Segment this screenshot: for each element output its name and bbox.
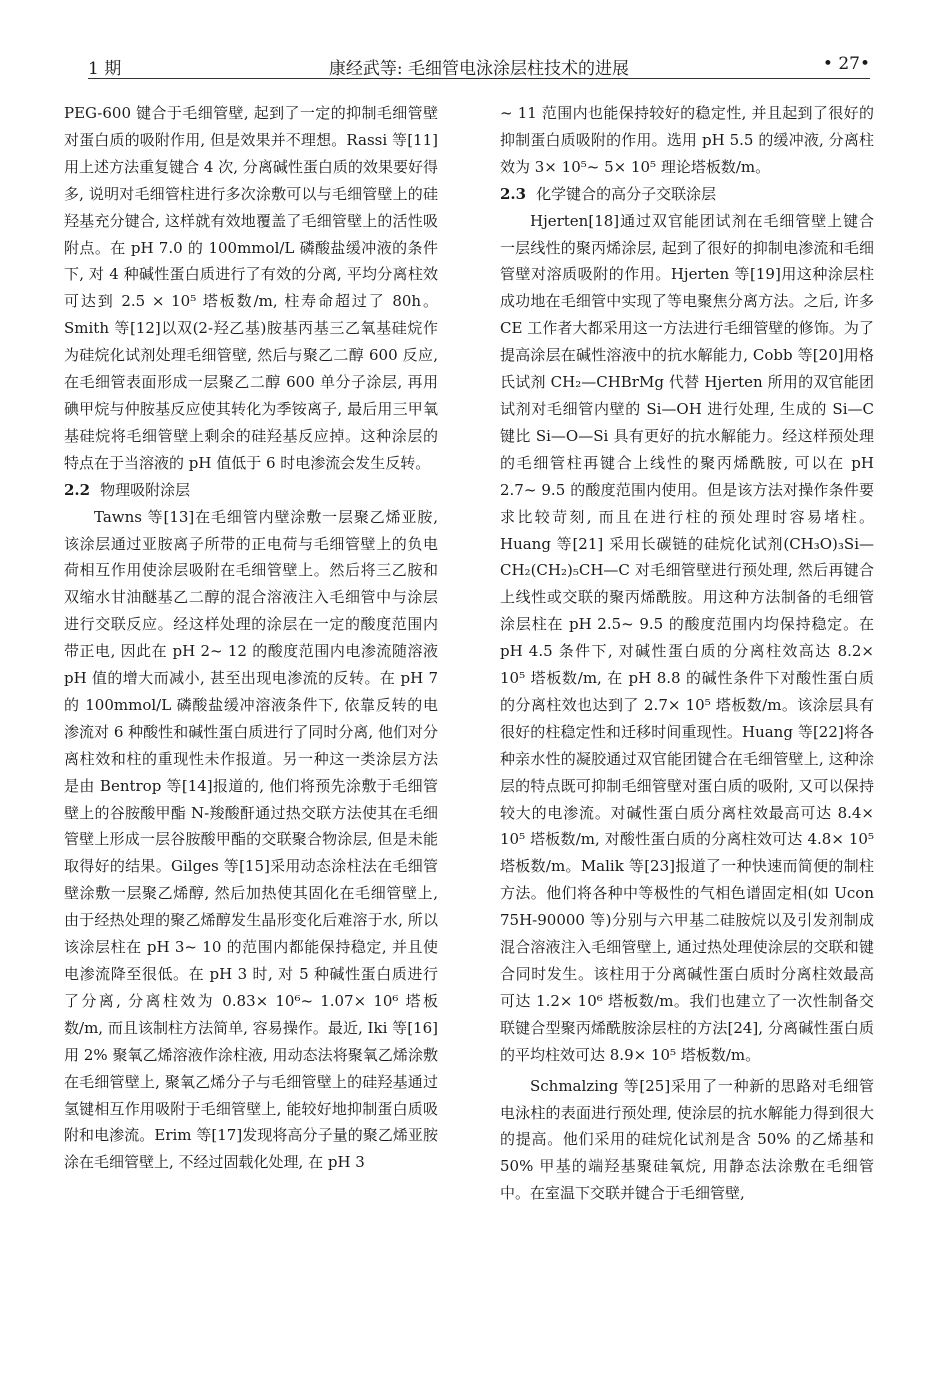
right-paragraph-3: Schmalzing 等[25]采用了一种新的思路对毛细管电泳柱的表面进行预处理, 使涂层的抗水解能力得到很大的提高。他们采用的硅烷化试剂是含 50% 的乙烯基和 50% 甲基的端羟基聚硅氧烷, 用静态法涂敷在毛细管中。在室温下交联并键合于毛细管壁,	[500, 1076, 874, 1203]
section-number: 2.3	[500, 184, 527, 203]
section-heading-2-3	[500, 181, 874, 208]
left-paragraph-1: PEG-600 键合于毛细管壁, 起到了一定的抑制毛细管壁对蛋白质的吸附作用, 但是效果并不理想。Rassi 等[11]用上述方法重复键合 4 次, 分离碱性蛋白质的效果要好得多, 说明对毛细管柱进行多次涂敷可以与毛细管壁上的硅羟基充分键合, 这样就有效地覆盖了毛细管壁上的活性吸附点。在 pH 7.0 的 100mmol/L 磷酸盐缓冲液的条件下, 对 4 种碱性蛋白质进行了有效的分离, 平均分离柱效可达到 2.5 × 10⁵ 塔板数/m, 柱寿命超过了 80h。Smith 等[12]以双(2-羟乙基)胺基丙基三乙氧基硅烷作为硅烷化试剂处理毛细管壁, 然后与聚乙二醇 600 反应, 在毛细管表面形成一层聚乙二醇 600 单分子涂层, 再用碘甲烷与仲胺基反应使其转化为季铵离子, 最后用三甲氧基硅烷将毛细管壁上剩余的硅羟基反应掉。这种涂层的特点在于当溶液的 pH 值低于 6 时电渗流会发生反转。	[64, 104, 438, 472]
section-title: 物理吸附涂层	[100, 480, 191, 499]
section-title: 化学键合的高分子交联涂层	[536, 184, 717, 203]
right-paragraph-1: ~ 11 范围内也能保持较好的稳定性, 并且起到了很好的抑制蛋白质吸附的作用。选用 pH 5.5 的缓冲液, 分离柱效为 3× 10⁵~ 5× 10⁵ 理论塔板数/m。	[500, 104, 874, 176]
running-title: 康经武等: 毛细管电泳涂层柱技术的进展	[328, 59, 630, 79]
right-column	[500, 100, 874, 1207]
issue-label: 1 期	[88, 59, 122, 79]
section-heading-2-2	[64, 477, 438, 504]
left-paragraph-2: Tawns 等[13]在毛细管内壁涂敷一层聚乙烯亚胺, 该涂层通过亚胺离子所带的正电荷与毛细管壁上的负电荷相互作用使涂层吸附在毛细管壁上。然后将三乙胺和双缩水甘油醚基乙二醇的混合溶液注入毛细管中与涂层进行交联反应。经这样处理的涂层在一定的酸度范围内带正电, 因此在 pH 2~ 12 的酸度范围内电渗流随溶液 pH 值的增大而减小, 甚至出现电渗流的反转。在 pH 7 的 100mmol/L 磷酸盐缓冲溶液条件下, 依靠反转的电渗流对 6 种酸性和碱性蛋白质进行了同时分离, 他们对分离柱效和柱的重现性未作报道。另一种这一类涂层方法是由 Bentrop 等[14]报道的, 他们将预先涂敷于毛细管壁上的谷胺酸甲酯 N-羧酸酐通过热交联方法使其在毛细管壁上形成一层谷胺酸甲酯的交联聚合物涂层, 但是未能取得好的结果。Gilges 等[15]采用动态涂柱法在毛细管壁涂敷一层聚乙烯醇, 然后加热使其固化在毛细管壁上, 由于经热处理的聚乙烯醇发生晶形变化后难溶于水, 所以该涂层柱在 pH 3~ 10 的范围内都能保持稳定, 并且使电渗流降至很低。在 pH 3 时, 对 5 种碱性蛋白质进行了分离, 分离柱效为 0.83× 10⁶~ 1.07× 10⁶ 塔板数/m, 而且该制柱方法简单, 容易操作。最近, Iki 等[16]用 2% 聚氧乙烯溶液作涂柱液, 用动态法将聚氧乙烯涂敷在毛细管壁上, 聚氧乙烯分子与毛细管壁上的硅羟基通过氢键相互作用吸附于毛细管壁上, 能较好地抑制蛋白质吸附和电渗流。Erim 等[17]发现将高分子量的聚乙烯亚胺涂在毛细管壁上, 不经过固载化处理, 在 pH 3	[64, 507, 438, 1172]
left-column	[64, 100, 438, 1176]
section-number: 2.2	[64, 480, 91, 499]
page-number: • 27•	[822, 54, 870, 74]
right-paragraph-2: Hjerten[18]通过双官能团试剂在毛细管壁上键合一层线性的聚丙烯涂层, 起到了很好的抑制电渗流和毛细管壁对溶质吸附的作用。Hjerten 等[19]用这种涂层柱成功地在毛细管中实现了等电聚焦分离方法。之后, 许多 CE 工作者大都采用这一方法进行毛细管壁的修饰。为了提高涂层在碱性溶液中的抗水解能力, Cobb 等[20]用格氏试剂 CH₂—CHBrMg 代替 Hjerten 所用的双官能团试剂对毛细管内壁的 Si—OH 进行处理, 生成的 Si—C 键比 Si—O—Si 具有更好的抗水解能力。经这样预处理的毛细管柱再键合上线性的聚丙烯酰胺, 可以在 pH 2.7~ 9.5 的酸度范围内使用。但是该方法对操作条件要求比较苛刻, 而且在进行柱的预处理时容易堵柱。Huang 等[21] 采用长碳链的硅烷化试剂(CH₃O)₃Si—CH₂(CH₂)₅CH—C 对毛细管壁进行预处理, 然后再键合上线性或交联的聚丙烯酰胺。用这种方法制备的毛细管涂层柱在 pH 2.5~ 9.5 的酸度范围内均保持稳定。在 pH 4.5 条件下, 对碱性蛋白质的分离柱效高达 8.2× 10⁵ 塔板数/m, 在 pH 8.8 的碱性条件下对酸性蛋白质的分离柱效也达到了 2.7× 10⁵ 塔板数/m。该涂层具有很好的柱稳定性和迁移时间重现性。Huang 等[22]将各种亲水性的凝胶通过双官能团键合在毛细管壁上, 这种涂层的特点既可抑制毛细管壁对蛋白质的吸附, 又可以保持较大的电渗流。对碱性蛋白质分离柱效最高可达 8.4× 10⁵ 塔板数/m, 对酸性蛋白质的分离柱效可达 4.8× 10⁵ 塔板数/m。Malik 等[23]报道了一种快速而简便的制柱方法。他们将各种中等极性的气相色谱固定相(如 Ucon 75H-90000 等)分别与六甲基二硅胺烷以及引发剂制成混合溶液注入毛细管壁上, 通过热处理使涂层的交联和键合同时发生。该柱用于分离碱性蛋白质时分离柱效最高可达 1.2× 10⁶ 塔板数/m。我们也建立了一次性制备交联键合型聚丙烯酰胺涂层柱的方法[24], 分离碱性蛋白质的平均柱效可达 8.9× 10⁵ 塔板数/m。	[500, 211, 874, 1064]
page-header	[88, 52, 870, 79]
